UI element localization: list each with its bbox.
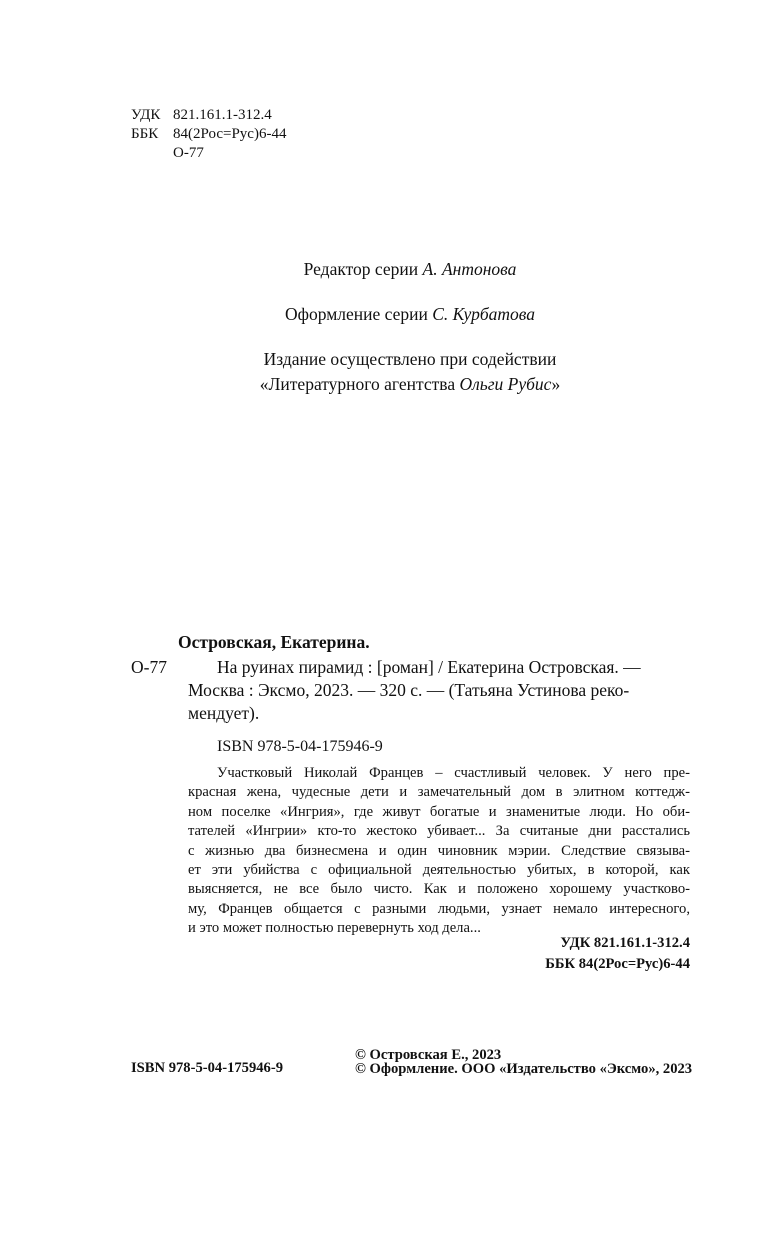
- classification-block: [131, 106, 286, 163]
- entry-title-line-1: На руинах пирамид : [роман] / Екатерина Островская. —: [217, 657, 641, 677]
- annotation-line: му, Францев общается с разными людьми, узнает немало интересного,: [188, 900, 690, 917]
- entry-author: Островская, Екатерина.: [178, 632, 370, 652]
- series-design-credit: [0, 302, 768, 327]
- annotation-line: с жизнью два бизнесмена и один чиновник мэрии. Следствие связыва-: [188, 842, 690, 859]
- series-design-name: С. Курбатова: [432, 304, 535, 324]
- entry-title-line-3: мендует).: [188, 703, 260, 723]
- series-editor-prefix: Редактор серии: [303, 259, 419, 279]
- publication-agent: Ольги Рубис: [459, 374, 552, 394]
- series-editor-credit: [0, 257, 768, 282]
- annotation-line: красная жена, чудесные дети и замечательный дом в элитном коттедж-: [188, 784, 690, 801]
- series-design-prefix: Оформление серии: [284, 304, 428, 324]
- bbk-label: ББК: [131, 126, 159, 142]
- annotation-line: ет эти убийства с официальной деятельностью убитых, в которой, как: [188, 862, 690, 879]
- annotation-line: Участковый Николай Францев – счастливый человек. У него пре-: [217, 765, 690, 781]
- bbk-line: [131, 125, 286, 144]
- udk-line: [131, 106, 286, 125]
- annotation-line: и это может полностью перевернуть ход дела...: [188, 920, 481, 937]
- bbk-value: 84(2Рос=Рус)6-44: [173, 126, 287, 142]
- annotation: [188, 764, 690, 939]
- copyright-author: © Островская Е., 2023: [355, 1047, 502, 1063]
- publication-line-2-prefix: «Литературного агентства: [259, 374, 456, 394]
- entry-title-line-2: Москва : Эксмо, 2023. — 320 с. — (Татьяна Устинова реко-: [188, 680, 630, 700]
- publication-line-2-suffix: »: [551, 374, 561, 394]
- annotation-line: тателей «Ингрии» кто-то жестоко убивает... За считаные дни расстались: [188, 823, 690, 840]
- entry-isbn: ISBN 978-5-04-175946-9: [217, 738, 383, 755]
- entry-sign: О-77: [131, 657, 167, 677]
- udk-value: 821.161.1-312.4: [173, 107, 272, 123]
- udk-label: УДК: [131, 107, 161, 123]
- annotation-bbk: ББК 84(2Рос=Рус)6-44: [545, 956, 690, 972]
- annotation-line: ном поселке «Ингрия», где живут богатые и знаменитые люди. Но оби-: [188, 803, 690, 820]
- author-sign-line: [131, 144, 286, 163]
- annotation-line: выясняется, не все было чисто. Как и положено хорошему участково-: [188, 881, 690, 898]
- author-sign: О-77: [173, 145, 204, 161]
- publication-credit: [0, 347, 768, 397]
- publication-line-1: Издание осуществлено при содействии: [263, 349, 557, 369]
- copyright-design: © Оформление. ООО «Издательство «Эксмо», 2023: [355, 1061, 693, 1077]
- footer-isbn: ISBN 978-5-04-175946-9: [131, 1060, 284, 1076]
- publication-line-2: [0, 372, 768, 397]
- annotation-udk: УДК 821.161.1-312.4: [560, 935, 690, 951]
- series-editor-name: А. Антонова: [422, 259, 517, 279]
